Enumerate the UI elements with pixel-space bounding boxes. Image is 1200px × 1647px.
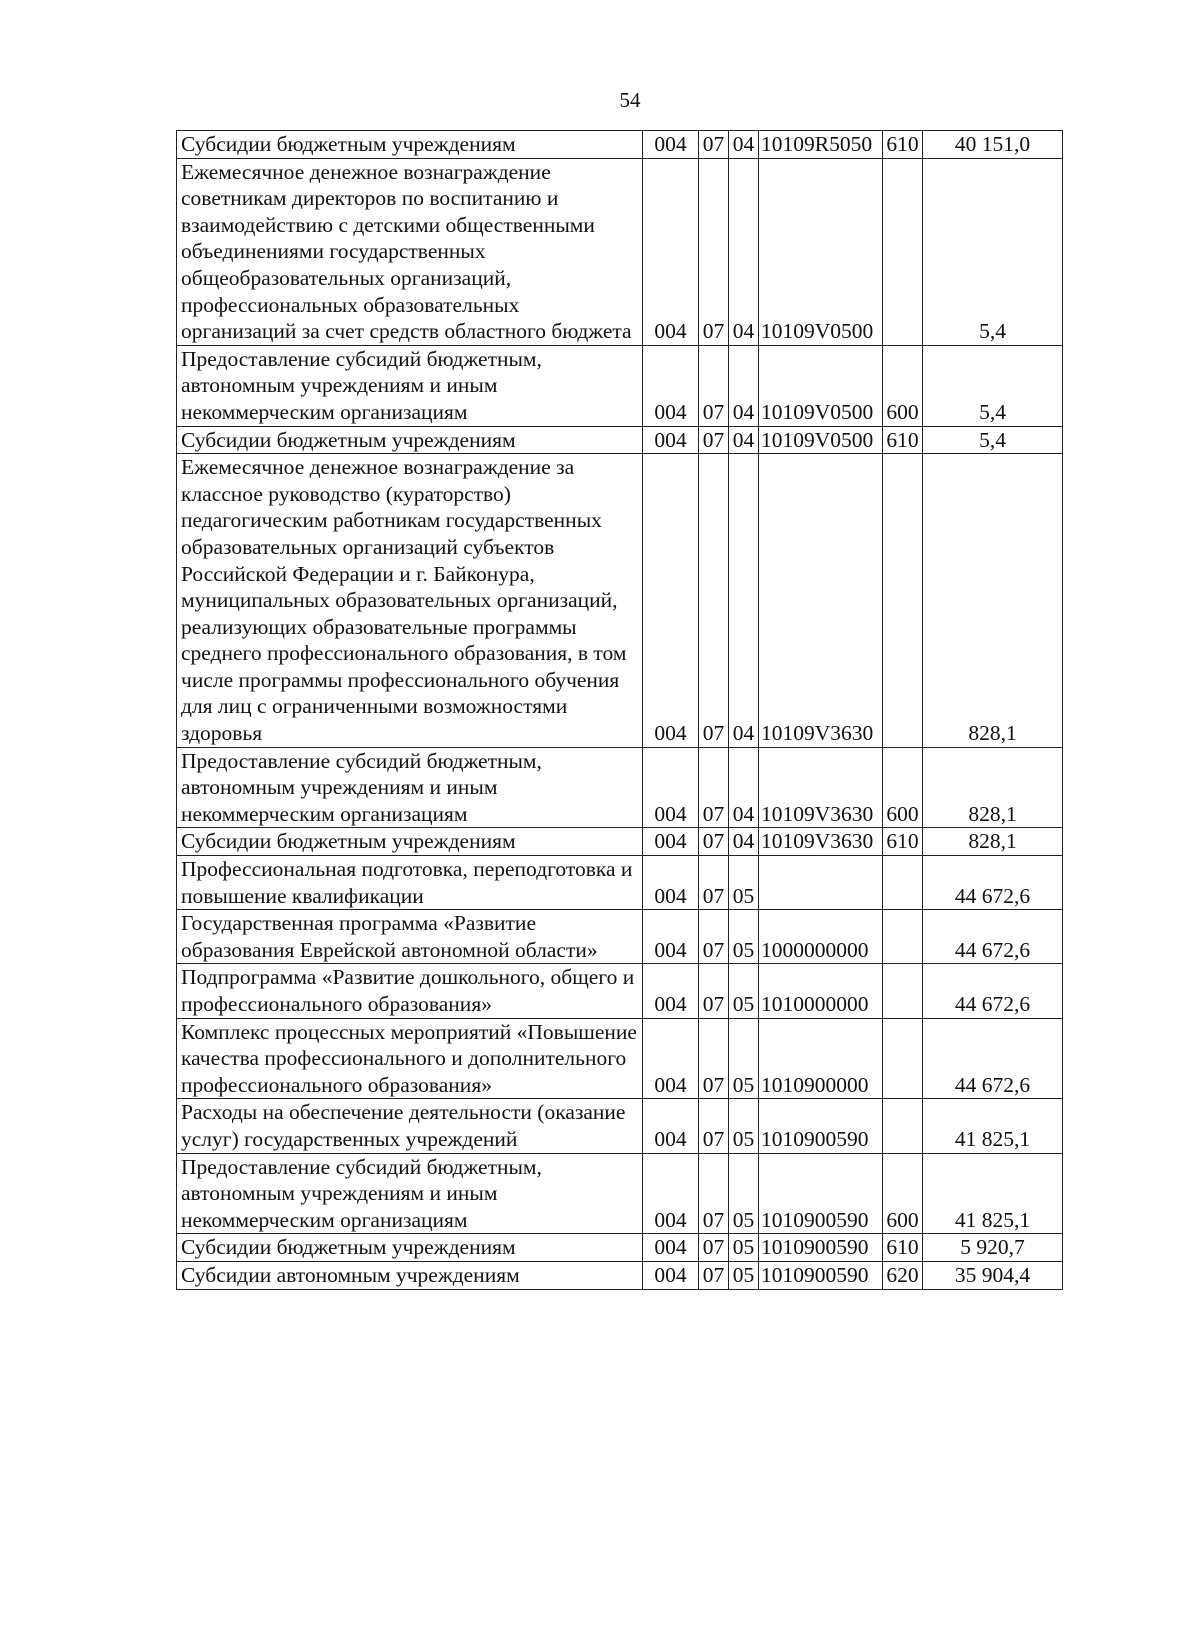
ministry-code-cell: 004: [643, 856, 699, 910]
expense-type-cell: [883, 158, 923, 345]
table-row: [177, 1261, 1063, 1289]
expense-type-cell: 610: [883, 828, 923, 856]
ministry-code-cell: 004: [643, 158, 699, 345]
row-name-cell: Ежемесячное денежное вознаграждение советникам директоров по воспитанию и взаимодействию с детскими общественными объединениями государственных общеобразовательных организаций, профессиональных образовательных организаций за счет средств областного бюджета: [177, 158, 643, 345]
row-name-cell: Комплекс процессных мероприятий «Повышение качества профессионального и дополнительного профессионального образования»: [177, 1018, 643, 1099]
amount-cell: 5,4: [923, 158, 1063, 345]
section-code-cell: 07: [699, 1261, 729, 1289]
row-name-cell: Ежемесячное денежное вознаграждение за классное руководство (кураторство) педагогическим работникам государственных образовательных организаций субъектов Российской Федерации и г. Байконура, муниципальных образовательных организаций, реализующих образовательные программы среднего профессионального образования, в том числе программы профессионального обучения для лиц с ограниченными возможностями здоровья: [177, 454, 643, 748]
section-code-cell: 07: [699, 454, 729, 748]
target-article-cell: 10109V0500: [759, 345, 883, 426]
amount-cell: 44 672,6: [923, 910, 1063, 964]
target-article-cell: 10109V3630: [759, 747, 883, 828]
section-code-cell: 07: [699, 964, 729, 1018]
section-code-cell: 07: [699, 1099, 729, 1153]
ministry-code-cell: 004: [643, 1018, 699, 1099]
expense-type-cell: [883, 454, 923, 748]
ministry-code-cell: 004: [643, 1153, 699, 1234]
row-name-cell: Субсидии автономным учреждениям: [177, 1261, 643, 1289]
target-article-cell: 1010900590: [759, 1153, 883, 1234]
amount-cell: 44 672,6: [923, 964, 1063, 1018]
section-code-cell: 07: [699, 747, 729, 828]
target-article-cell: 10109V0500: [759, 158, 883, 345]
expense-type-cell: [883, 1018, 923, 1099]
expense-type-cell: [883, 910, 923, 964]
ministry-code-cell: 004: [643, 828, 699, 856]
subsection-code-cell: 05: [729, 910, 759, 964]
target-article-cell: 10109V0500: [759, 426, 883, 454]
expense-type-cell: 600: [883, 747, 923, 828]
expense-type-cell: 610: [883, 426, 923, 454]
ministry-code-cell: 004: [643, 910, 699, 964]
target-article-cell: 1010900590: [759, 1261, 883, 1289]
row-name-cell: Субсидии бюджетным учреждениям: [177, 131, 643, 159]
table-row: [177, 454, 1063, 748]
section-code-cell: 07: [699, 910, 729, 964]
section-code-cell: 07: [699, 1153, 729, 1234]
subsection-code-cell: 05: [729, 856, 759, 910]
row-name-cell: Предоставление субсидий бюджетным, автономным учреждениям и иным некоммерческим организациям: [177, 1153, 643, 1234]
row-name-cell: Субсидии бюджетным учреждениям: [177, 828, 643, 856]
row-name-cell: Субсидии бюджетным учреждениям: [177, 426, 643, 454]
table-row: [177, 1018, 1063, 1099]
section-code-cell: 07: [699, 426, 729, 454]
subsection-code-cell: 04: [729, 828, 759, 856]
subsection-code-cell: 05: [729, 1099, 759, 1153]
row-name-cell: Субсидии бюджетным учреждениям: [177, 1234, 643, 1262]
amount-cell: 44 672,6: [923, 1018, 1063, 1099]
section-code-cell: 07: [699, 158, 729, 345]
expense-type-cell: 600: [883, 1153, 923, 1234]
row-name-cell: Расходы на обеспечение деятельности (оказание услуг) государственных учреждений: [177, 1099, 643, 1153]
page-number: 54: [619, 88, 641, 112]
budget-table: [176, 130, 1063, 1290]
expense-type-cell: [883, 964, 923, 1018]
target-article-cell: 1000000000: [759, 910, 883, 964]
amount-cell: 5,4: [923, 426, 1063, 454]
amount-cell: 41 825,1: [923, 1099, 1063, 1153]
table-row: [177, 964, 1063, 1018]
section-code-cell: 07: [699, 345, 729, 426]
row-name-cell: Предоставление субсидий бюджетным, автономным учреждениям и иным некоммерческим организациям: [177, 747, 643, 828]
table-row: [177, 345, 1063, 426]
section-code-cell: 07: [699, 131, 729, 159]
ministry-code-cell: 004: [643, 747, 699, 828]
ministry-code-cell: 004: [643, 426, 699, 454]
target-article-cell: 10109V3630: [759, 828, 883, 856]
expense-type-cell: 610: [883, 1234, 923, 1262]
target-article-cell: 10109R5050: [759, 131, 883, 159]
ministry-code-cell: 004: [643, 1261, 699, 1289]
table-row: [177, 747, 1063, 828]
section-code-cell: 07: [699, 828, 729, 856]
table-row: [177, 828, 1063, 856]
subsection-code-cell: 04: [729, 426, 759, 454]
budget-table-body: [177, 131, 1063, 1290]
row-name-cell: Подпрограмма «Развитие дошкольного, общего и профессионального образования»: [177, 964, 643, 1018]
expense-type-cell: 620: [883, 1261, 923, 1289]
target-article-cell: 10109V3630: [759, 454, 883, 748]
ministry-code-cell: 004: [643, 1099, 699, 1153]
ministry-code-cell: 004: [643, 131, 699, 159]
amount-cell: 828,1: [923, 454, 1063, 748]
subsection-code-cell: 05: [729, 1234, 759, 1262]
amount-cell: 5,4: [923, 345, 1063, 426]
subsection-code-cell: 05: [729, 1261, 759, 1289]
amount-cell: 40 151,0: [923, 131, 1063, 159]
subsection-code-cell: 04: [729, 454, 759, 748]
subsection-code-cell: 05: [729, 1153, 759, 1234]
expense-type-cell: [883, 856, 923, 910]
subsection-code-cell: 05: [729, 964, 759, 1018]
subsection-code-cell: 04: [729, 345, 759, 426]
subsection-code-cell: 04: [729, 747, 759, 828]
table-row: [177, 1234, 1063, 1262]
subsection-code-cell: 04: [729, 158, 759, 345]
ministry-code-cell: 004: [643, 1234, 699, 1262]
ministry-code-cell: 004: [643, 345, 699, 426]
table-row: [177, 131, 1063, 159]
amount-cell: 828,1: [923, 747, 1063, 828]
expense-type-cell: [883, 1099, 923, 1153]
amount-cell: 35 904,4: [923, 1261, 1063, 1289]
row-name-cell: Предоставление субсидий бюджетным, автономным учреждениям и иным некоммерческим организациям: [177, 345, 643, 426]
section-code-cell: 07: [699, 856, 729, 910]
table-row: [177, 1099, 1063, 1153]
table-row: [177, 426, 1063, 454]
target-article-cell: 1010900590: [759, 1099, 883, 1153]
table-row: [177, 856, 1063, 910]
amount-cell: 5 920,7: [923, 1234, 1063, 1262]
expense-type-cell: 600: [883, 345, 923, 426]
amount-cell: 828,1: [923, 828, 1063, 856]
section-code-cell: 07: [699, 1018, 729, 1099]
row-name-cell: Государственная программа «Развитие образования Еврейской автономной области»: [177, 910, 643, 964]
target-article-cell: 1010900000: [759, 1018, 883, 1099]
section-code-cell: 07: [699, 1234, 729, 1262]
subsection-code-cell: 04: [729, 131, 759, 159]
amount-cell: 41 825,1: [923, 1153, 1063, 1234]
row-name-cell: Профессиональная подготовка, переподготовка и повышение квалификации: [177, 856, 643, 910]
table-row: [177, 158, 1063, 345]
ministry-code-cell: 004: [643, 964, 699, 1018]
target-article-cell: 1010900590: [759, 1234, 883, 1262]
amount-cell: 44 672,6: [923, 856, 1063, 910]
target-article-cell: [759, 856, 883, 910]
expense-type-cell: 610: [883, 131, 923, 159]
ministry-code-cell: 004: [643, 454, 699, 748]
table-row: [177, 1153, 1063, 1234]
subsection-code-cell: 05: [729, 1018, 759, 1099]
table-row: [177, 910, 1063, 964]
target-article-cell: 1010000000: [759, 964, 883, 1018]
